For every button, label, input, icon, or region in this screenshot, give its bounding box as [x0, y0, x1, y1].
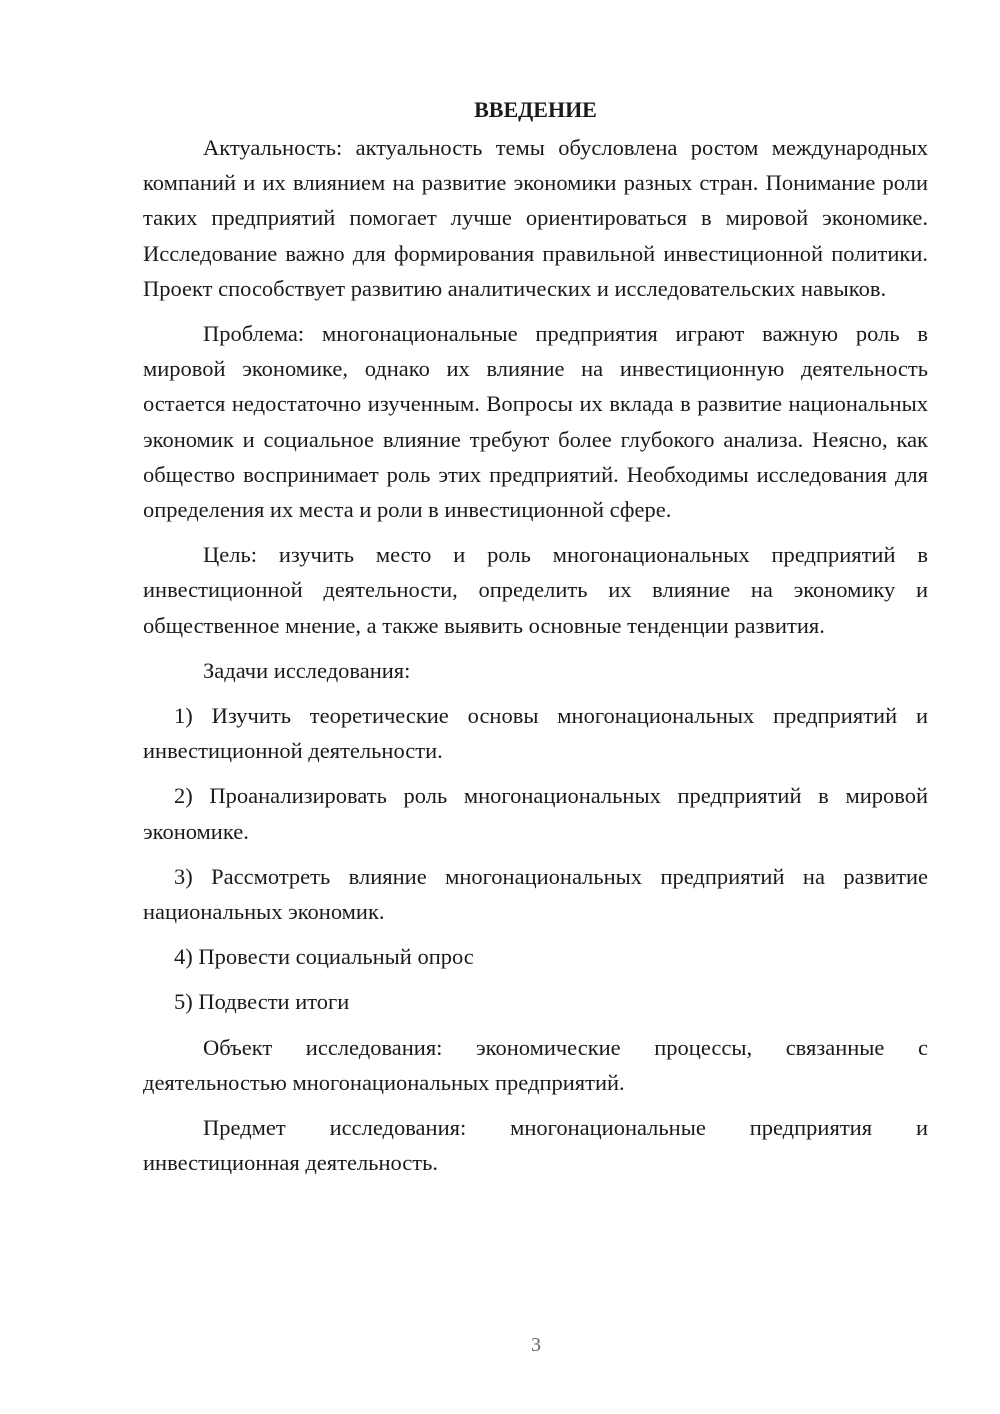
- list-item: 1) Изучить теоретические основы многонациональных предприятий и инвестиционной деятельности.: [143, 703, 928, 764]
- paragraph-tasks-heading: Задачи исследования:: [203, 657, 411, 683]
- paragraph-object: Объект исследования: экономические процессы, связанные с деятельностью многонациональных предприятий.: [143, 1034, 928, 1095]
- document-page: [143, 92, 928, 1190]
- paragraph-subject: Предмет исследования: многонациональные предприятия и инвестиционная деятельность.: [143, 1115, 928, 1176]
- tasks-list: [143, 698, 928, 1020]
- list-item: 2) Проанализировать роль многонациональных предприятий в мировой экономике.: [143, 783, 928, 844]
- list-item: 5) Подвести итоги: [174, 989, 350, 1015]
- paragraph-relevance: Актуальность: актуальность темы обусловлена ростом международных компаний и их влиянием на развитие экономики разных стран. Понимание роли таких предприятий помогает лучше ориентироваться в мировой экономике. Исследование важно для формирования правильной инвестиционной политики. Проект способствует развитию аналитических и исследовательских навыков.: [143, 135, 928, 301]
- page-number: 3: [531, 1334, 541, 1356]
- section-heading: ВВЕДЕНИЕ: [474, 97, 597, 122]
- paragraph-problem: Проблема: многонациональные предприятия играют важную роль в мировой экономике, однако их влияние на инвестиционную деятельность остается недостаточно изученным. Вопросы их вклада в развитие национальных экономик и социальное влияние требуют более глубокого анализа. Неясно, как общество воспринимает роль этих предприятий. Необходимы исследования для определения их места и роли в инвестиционной сфере.: [143, 321, 928, 523]
- list-item: 3) Рассмотреть влияние многонациональных предприятий на развитие национальных экономик.: [143, 863, 928, 925]
- list-item: 4) Провести социальный опрос: [174, 944, 474, 970]
- paragraph-goal: Цель: изучить место и роль многонациональных предприятий в инвестиционной деятельности, определить их влияние на экономику и общественное мнение, а также выявить основные тенденции развития.: [143, 542, 928, 638]
